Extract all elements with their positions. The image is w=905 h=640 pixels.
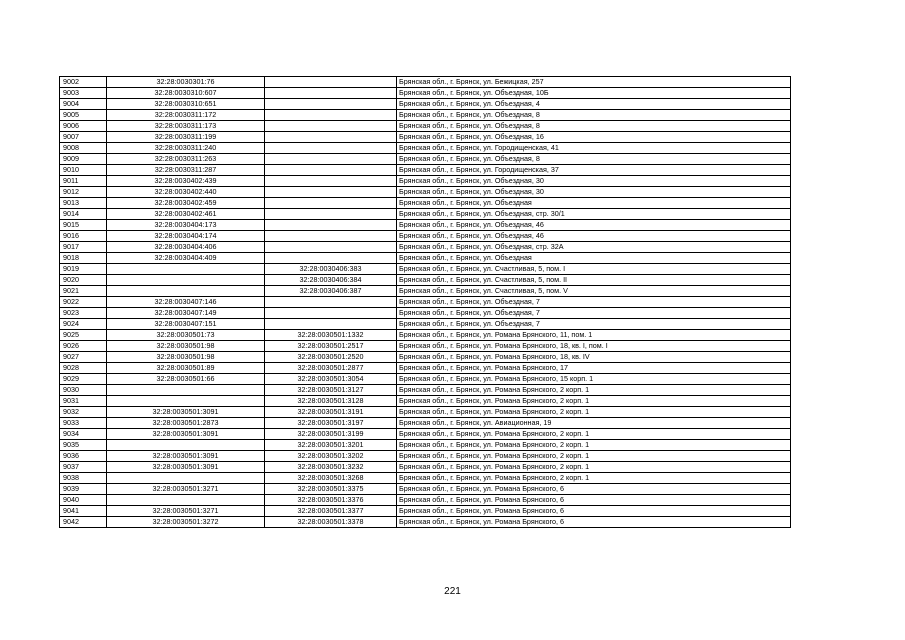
object-cadastral-number-cell [265, 143, 397, 154]
object-cadastral-number-cell [265, 99, 397, 110]
row-number-cell: 9035 [60, 440, 107, 451]
land-cadastral-number-cell: 32:28:0030301:76 [107, 77, 265, 88]
page-number: 221 [444, 586, 461, 597]
land-cadastral-number-cell: 32:28:0030311:172 [107, 110, 265, 121]
row-number-cell: 9036 [60, 451, 107, 462]
object-cadastral-number-cell: 32:28:0030501:3268 [265, 473, 397, 484]
address-cell: Брянская обл., г. Брянск, ул. Счастливая, 5, пом. I [397, 264, 791, 275]
object-cadastral-number-cell: 32:28:0030501:3202 [265, 451, 397, 462]
land-cadastral-number-cell: 32:28:0030404:409 [107, 253, 265, 264]
land-cadastral-number-cell [107, 495, 265, 506]
address-cell: Брянская обл., г. Брянск, ул. Авиационная, 19 [397, 418, 791, 429]
land-cadastral-number-cell [107, 286, 265, 297]
row-number-cell: 9007 [60, 132, 107, 143]
table-row [60, 473, 791, 484]
object-cadastral-number-cell [265, 110, 397, 121]
object-cadastral-number-cell: 32:28:0030501:1332 [265, 330, 397, 341]
land-cadastral-number-cell: 32:28:0030501:3091 [107, 429, 265, 440]
table-row [60, 429, 791, 440]
table-row [60, 176, 791, 187]
table-row [60, 407, 791, 418]
registry-table [59, 76, 791, 528]
land-cadastral-number-cell: 32:28:0030311:240 [107, 143, 265, 154]
object-cadastral-number-cell: 32:28:0030501:3376 [265, 495, 397, 506]
table-row [60, 341, 791, 352]
address-cell: Брянская обл., г. Брянск, ул. Романа Брянского, 2 корп. 1 [397, 462, 791, 473]
row-number-cell: 9023 [60, 308, 107, 319]
land-cadastral-number-cell: 32:28:0030404:173 [107, 220, 265, 231]
address-cell: Брянская обл., г. Брянск, ул. Объездная [397, 253, 791, 264]
address-cell: Брянская обл., г. Брянск, ул. Романа Брянского, 2 корп. 1 [397, 440, 791, 451]
row-number-cell: 9038 [60, 473, 107, 484]
object-cadastral-number-cell [265, 220, 397, 231]
land-cadastral-number-cell: 32:28:0030402:459 [107, 198, 265, 209]
land-cadastral-number-cell: 32:28:0030407:151 [107, 319, 265, 330]
row-number-cell: 9024 [60, 319, 107, 330]
land-cadastral-number-cell [107, 440, 265, 451]
address-cell: Брянская обл., г. Брянск, ул. Романа Брянского, 2 корп. 1 [397, 473, 791, 484]
object-cadastral-number-cell [265, 77, 397, 88]
table-row [60, 187, 791, 198]
address-cell: Брянская обл., г. Брянск, ул. Романа Брянского, 6 [397, 495, 791, 506]
registry-table-body [60, 77, 791, 528]
object-cadastral-number-cell [265, 187, 397, 198]
row-number-cell: 9003 [60, 88, 107, 99]
land-cadastral-number-cell [107, 275, 265, 286]
row-number-cell: 9012 [60, 187, 107, 198]
object-cadastral-number-cell [265, 88, 397, 99]
land-cadastral-number-cell: 32:28:0030311:263 [107, 154, 265, 165]
object-cadastral-number-cell [265, 132, 397, 143]
land-cadastral-number-cell: 32:28:0030407:149 [107, 308, 265, 319]
address-cell: Брянская обл., г. Брянск, ул. Романа Брянского, 6 [397, 506, 791, 517]
address-cell: Брянская обл., г. Брянск, ул. Объездная, 8 [397, 110, 791, 121]
object-cadastral-number-cell: 32:28:0030501:3201 [265, 440, 397, 451]
row-number-cell: 9011 [60, 176, 107, 187]
row-number-cell: 9009 [60, 154, 107, 165]
land-cadastral-number-cell: 32:28:0030501:66 [107, 374, 265, 385]
table-row [60, 154, 791, 165]
land-cadastral-number-cell: 32:28:0030407:146 [107, 297, 265, 308]
land-cadastral-number-cell: 32:28:0030501:98 [107, 341, 265, 352]
table-row [60, 462, 791, 473]
address-cell: Брянская обл., г. Брянск, ул. Романа Брянского, 2 корп. 1 [397, 407, 791, 418]
row-number-cell: 9008 [60, 143, 107, 154]
object-cadastral-number-cell [265, 176, 397, 187]
address-cell: Брянская обл., г. Брянск, ул. Объездная, 46 [397, 231, 791, 242]
land-cadastral-number-cell: 32:28:0030402:439 [107, 176, 265, 187]
table-row [60, 506, 791, 517]
address-cell: Брянская обл., г. Брянск, ул. Романа Брянского, 18, кв. I, пом. I [397, 341, 791, 352]
address-cell: Брянская обл., г. Брянск, ул. Объездная, стр. 32А [397, 242, 791, 253]
land-cadastral-number-cell: 32:28:0030501:73 [107, 330, 265, 341]
table-row [60, 231, 791, 242]
address-cell: Брянская обл., г. Брянск, ул. Романа Брянского, 2 корп. 1 [397, 429, 791, 440]
object-cadastral-number-cell: 32:28:0030501:3377 [265, 506, 397, 517]
row-number-cell: 9004 [60, 99, 107, 110]
table-row [60, 418, 791, 429]
land-cadastral-number-cell: 32:28:0030501:2873 [107, 418, 265, 429]
row-number-cell: 9028 [60, 363, 107, 374]
row-number-cell: 9026 [60, 341, 107, 352]
address-cell: Брянская обл., г. Брянск, ул. Объездная, 46 [397, 220, 791, 231]
object-cadastral-number-cell: 32:28:0030501:3054 [265, 374, 397, 385]
table-row [60, 88, 791, 99]
land-cadastral-number-cell: 32:28:0030402:440 [107, 187, 265, 198]
table-row [60, 385, 791, 396]
object-cadastral-number-cell [265, 154, 397, 165]
table-row [60, 220, 791, 231]
row-number-cell: 9032 [60, 407, 107, 418]
row-number-cell: 9020 [60, 275, 107, 286]
land-cadastral-number-cell: 32:28:0030310:607 [107, 88, 265, 99]
address-cell: Брянская обл., г. Брянск, ул. Объездная, 30 [397, 176, 791, 187]
address-cell: Брянская обл., г. Брянск, ул. Объездная, 7 [397, 297, 791, 308]
table-row [60, 264, 791, 275]
land-cadastral-number-cell: 32:28:0030404:174 [107, 231, 265, 242]
object-cadastral-number-cell [265, 198, 397, 209]
address-cell: Брянская обл., г. Брянск, ул. Романа Брянского, 6 [397, 484, 791, 495]
object-cadastral-number-cell: 32:28:0030501:3378 [265, 517, 397, 528]
land-cadastral-number-cell: 32:28:0030501:98 [107, 352, 265, 363]
table-row [60, 363, 791, 374]
land-cadastral-number-cell [107, 385, 265, 396]
land-cadastral-number-cell: 32:28:0030311:173 [107, 121, 265, 132]
row-number-cell: 9017 [60, 242, 107, 253]
table-row [60, 275, 791, 286]
table-row [60, 242, 791, 253]
address-cell: Брянская обл., г. Брянск, ул. Бежицкая, 257 [397, 77, 791, 88]
land-cadastral-number-cell: 32:28:0030311:199 [107, 132, 265, 143]
address-cell: Брянская обл., г. Брянск, ул. Романа Брянского, 18, кв. IV [397, 352, 791, 363]
address-cell: Брянская обл., г. Брянск, ул. Счастливая, 5, пом. II [397, 275, 791, 286]
address-cell: Брянская обл., г. Брянск, ул. Объездная, 4 [397, 99, 791, 110]
object-cadastral-number-cell [265, 165, 397, 176]
land-cadastral-number-cell: 32:28:0030501:3091 [107, 407, 265, 418]
row-number-cell: 9014 [60, 209, 107, 220]
address-cell: Брянская обл., г. Брянск, ул. Объездная, 10Б [397, 88, 791, 99]
row-number-cell: 9037 [60, 462, 107, 473]
land-cadastral-number-cell: 32:28:0030404:406 [107, 242, 265, 253]
object-cadastral-number-cell [265, 242, 397, 253]
land-cadastral-number-cell [107, 396, 265, 407]
object-cadastral-number-cell: 32:28:0030501:3128 [265, 396, 397, 407]
row-number-cell: 9029 [60, 374, 107, 385]
land-cadastral-number-cell: 32:28:0030501:3272 [107, 517, 265, 528]
row-number-cell: 9040 [60, 495, 107, 506]
row-number-cell: 9025 [60, 330, 107, 341]
object-cadastral-number-cell: 32:28:0030501:3191 [265, 407, 397, 418]
table-row [60, 484, 791, 495]
row-number-cell: 9041 [60, 506, 107, 517]
land-cadastral-number-cell [107, 473, 265, 484]
table-row [60, 198, 791, 209]
address-cell: Брянская обл., г. Брянск, ул. Объездная, 16 [397, 132, 791, 143]
address-cell: Брянская обл., г. Брянск, ул. Романа Брянского, 15 корп. 1 [397, 374, 791, 385]
row-number-cell: 9022 [60, 297, 107, 308]
row-number-cell: 9033 [60, 418, 107, 429]
object-cadastral-number-cell: 32:28:0030501:3232 [265, 462, 397, 473]
row-number-cell: 9031 [60, 396, 107, 407]
object-cadastral-number-cell: 32:28:0030501:3199 [265, 429, 397, 440]
address-cell: Брянская обл., г. Брянск, ул. Объездная, 7 [397, 319, 791, 330]
table-row [60, 209, 791, 220]
object-cadastral-number-cell [265, 121, 397, 132]
land-cadastral-number-cell: 32:28:0030501:3091 [107, 462, 265, 473]
address-cell: Брянская обл., г. Брянск, ул. Романа Брянского, 6 [397, 517, 791, 528]
object-cadastral-number-cell: 32:28:0030501:3375 [265, 484, 397, 495]
object-cadastral-number-cell: 32:28:0030501:3197 [265, 418, 397, 429]
table-row [60, 121, 791, 132]
table-row [60, 352, 791, 363]
object-cadastral-number-cell [265, 308, 397, 319]
table-row [60, 132, 791, 143]
address-cell: Брянская обл., г. Брянск, ул. Объездная, 8 [397, 121, 791, 132]
table-row [60, 143, 791, 154]
table-row [60, 253, 791, 264]
address-cell: Брянская обл., г. Брянск, ул. Романа Брянского, 2 корп. 1 [397, 385, 791, 396]
land-cadastral-number-cell: 32:28:0030501:3091 [107, 451, 265, 462]
row-number-cell: 9015 [60, 220, 107, 231]
table-row [60, 286, 791, 297]
row-number-cell: 9021 [60, 286, 107, 297]
object-cadastral-number-cell [265, 297, 397, 308]
land-cadastral-number-cell [107, 264, 265, 275]
object-cadastral-number-cell [265, 231, 397, 242]
address-cell: Брянская обл., г. Брянск, ул. Счастливая, 5, пом. V [397, 286, 791, 297]
table-row [60, 451, 791, 462]
row-number-cell: 9016 [60, 231, 107, 242]
address-cell: Брянская обл., г. Брянск, ул. Объездная, 8 [397, 154, 791, 165]
land-cadastral-number-cell: 32:28:0030501:3271 [107, 506, 265, 517]
table-row [60, 165, 791, 176]
address-cell: Брянская обл., г. Брянск, ул. Городищенская, 41 [397, 143, 791, 154]
land-cadastral-number-cell: 32:28:0030402:461 [107, 209, 265, 220]
object-cadastral-number-cell: 32:28:0030406:384 [265, 275, 397, 286]
object-cadastral-number-cell: 32:28:0030501:3127 [265, 385, 397, 396]
address-cell: Брянская обл., г. Брянск, ул. Объездная, 7 [397, 308, 791, 319]
land-cadastral-number-cell: 32:28:0030501:3271 [107, 484, 265, 495]
object-cadastral-number-cell [265, 253, 397, 264]
table-row [60, 319, 791, 330]
table-row [60, 374, 791, 385]
row-number-cell: 9042 [60, 517, 107, 528]
row-number-cell: 9005 [60, 110, 107, 121]
table-row [60, 77, 791, 88]
address-cell: Брянская обл., г. Брянск, ул. Романа Брянского, 11, пом. 1 [397, 330, 791, 341]
table-row [60, 330, 791, 341]
address-cell: Брянская обл., г. Брянск, ул. Объездная, стр. 30/1 [397, 209, 791, 220]
address-cell: Брянская обл., г. Брянск, ул. Романа Брянского, 2 корп. 1 [397, 396, 791, 407]
row-number-cell: 9019 [60, 264, 107, 275]
object-cadastral-number-cell: 32:28:0030501:2517 [265, 341, 397, 352]
object-cadastral-number-cell: 32:28:0030501:2520 [265, 352, 397, 363]
table-row [60, 297, 791, 308]
address-cell: Брянская обл., г. Брянск, ул. Городищенская, 37 [397, 165, 791, 176]
row-number-cell: 9010 [60, 165, 107, 176]
land-cadastral-number-cell: 32:28:0030311:287 [107, 165, 265, 176]
row-number-cell: 9006 [60, 121, 107, 132]
row-number-cell: 9018 [60, 253, 107, 264]
row-number-cell: 9027 [60, 352, 107, 363]
row-number-cell: 9034 [60, 429, 107, 440]
table-row [60, 440, 791, 451]
object-cadastral-number-cell [265, 319, 397, 330]
land-cadastral-number-cell: 32:28:0030501:89 [107, 363, 265, 374]
table-row [60, 495, 791, 506]
row-number-cell: 9013 [60, 198, 107, 209]
table-row [60, 308, 791, 319]
object-cadastral-number-cell [265, 209, 397, 220]
row-number-cell: 9002 [60, 77, 107, 88]
object-cadastral-number-cell: 32:28:0030406:387 [265, 286, 397, 297]
object-cadastral-number-cell: 32:28:0030406:383 [265, 264, 397, 275]
table-row [60, 396, 791, 407]
table-row [60, 99, 791, 110]
row-number-cell: 9030 [60, 385, 107, 396]
address-cell: Брянская обл., г. Брянск, ул. Романа Брянского, 2 корп. 1 [397, 451, 791, 462]
row-number-cell: 9039 [60, 484, 107, 495]
object-cadastral-number-cell: 32:28:0030501:2877 [265, 363, 397, 374]
address-cell: Брянская обл., г. Брянск, ул. Романа Брянского, 17 [397, 363, 791, 374]
table-row [60, 110, 791, 121]
address-cell: Брянская обл., г. Брянск, ул. Объездная [397, 198, 791, 209]
table-row [60, 517, 791, 528]
address-cell: Брянская обл., г. Брянск, ул. Объездная, 30 [397, 187, 791, 198]
land-cadastral-number-cell: 32:28:0030310:651 [107, 99, 265, 110]
